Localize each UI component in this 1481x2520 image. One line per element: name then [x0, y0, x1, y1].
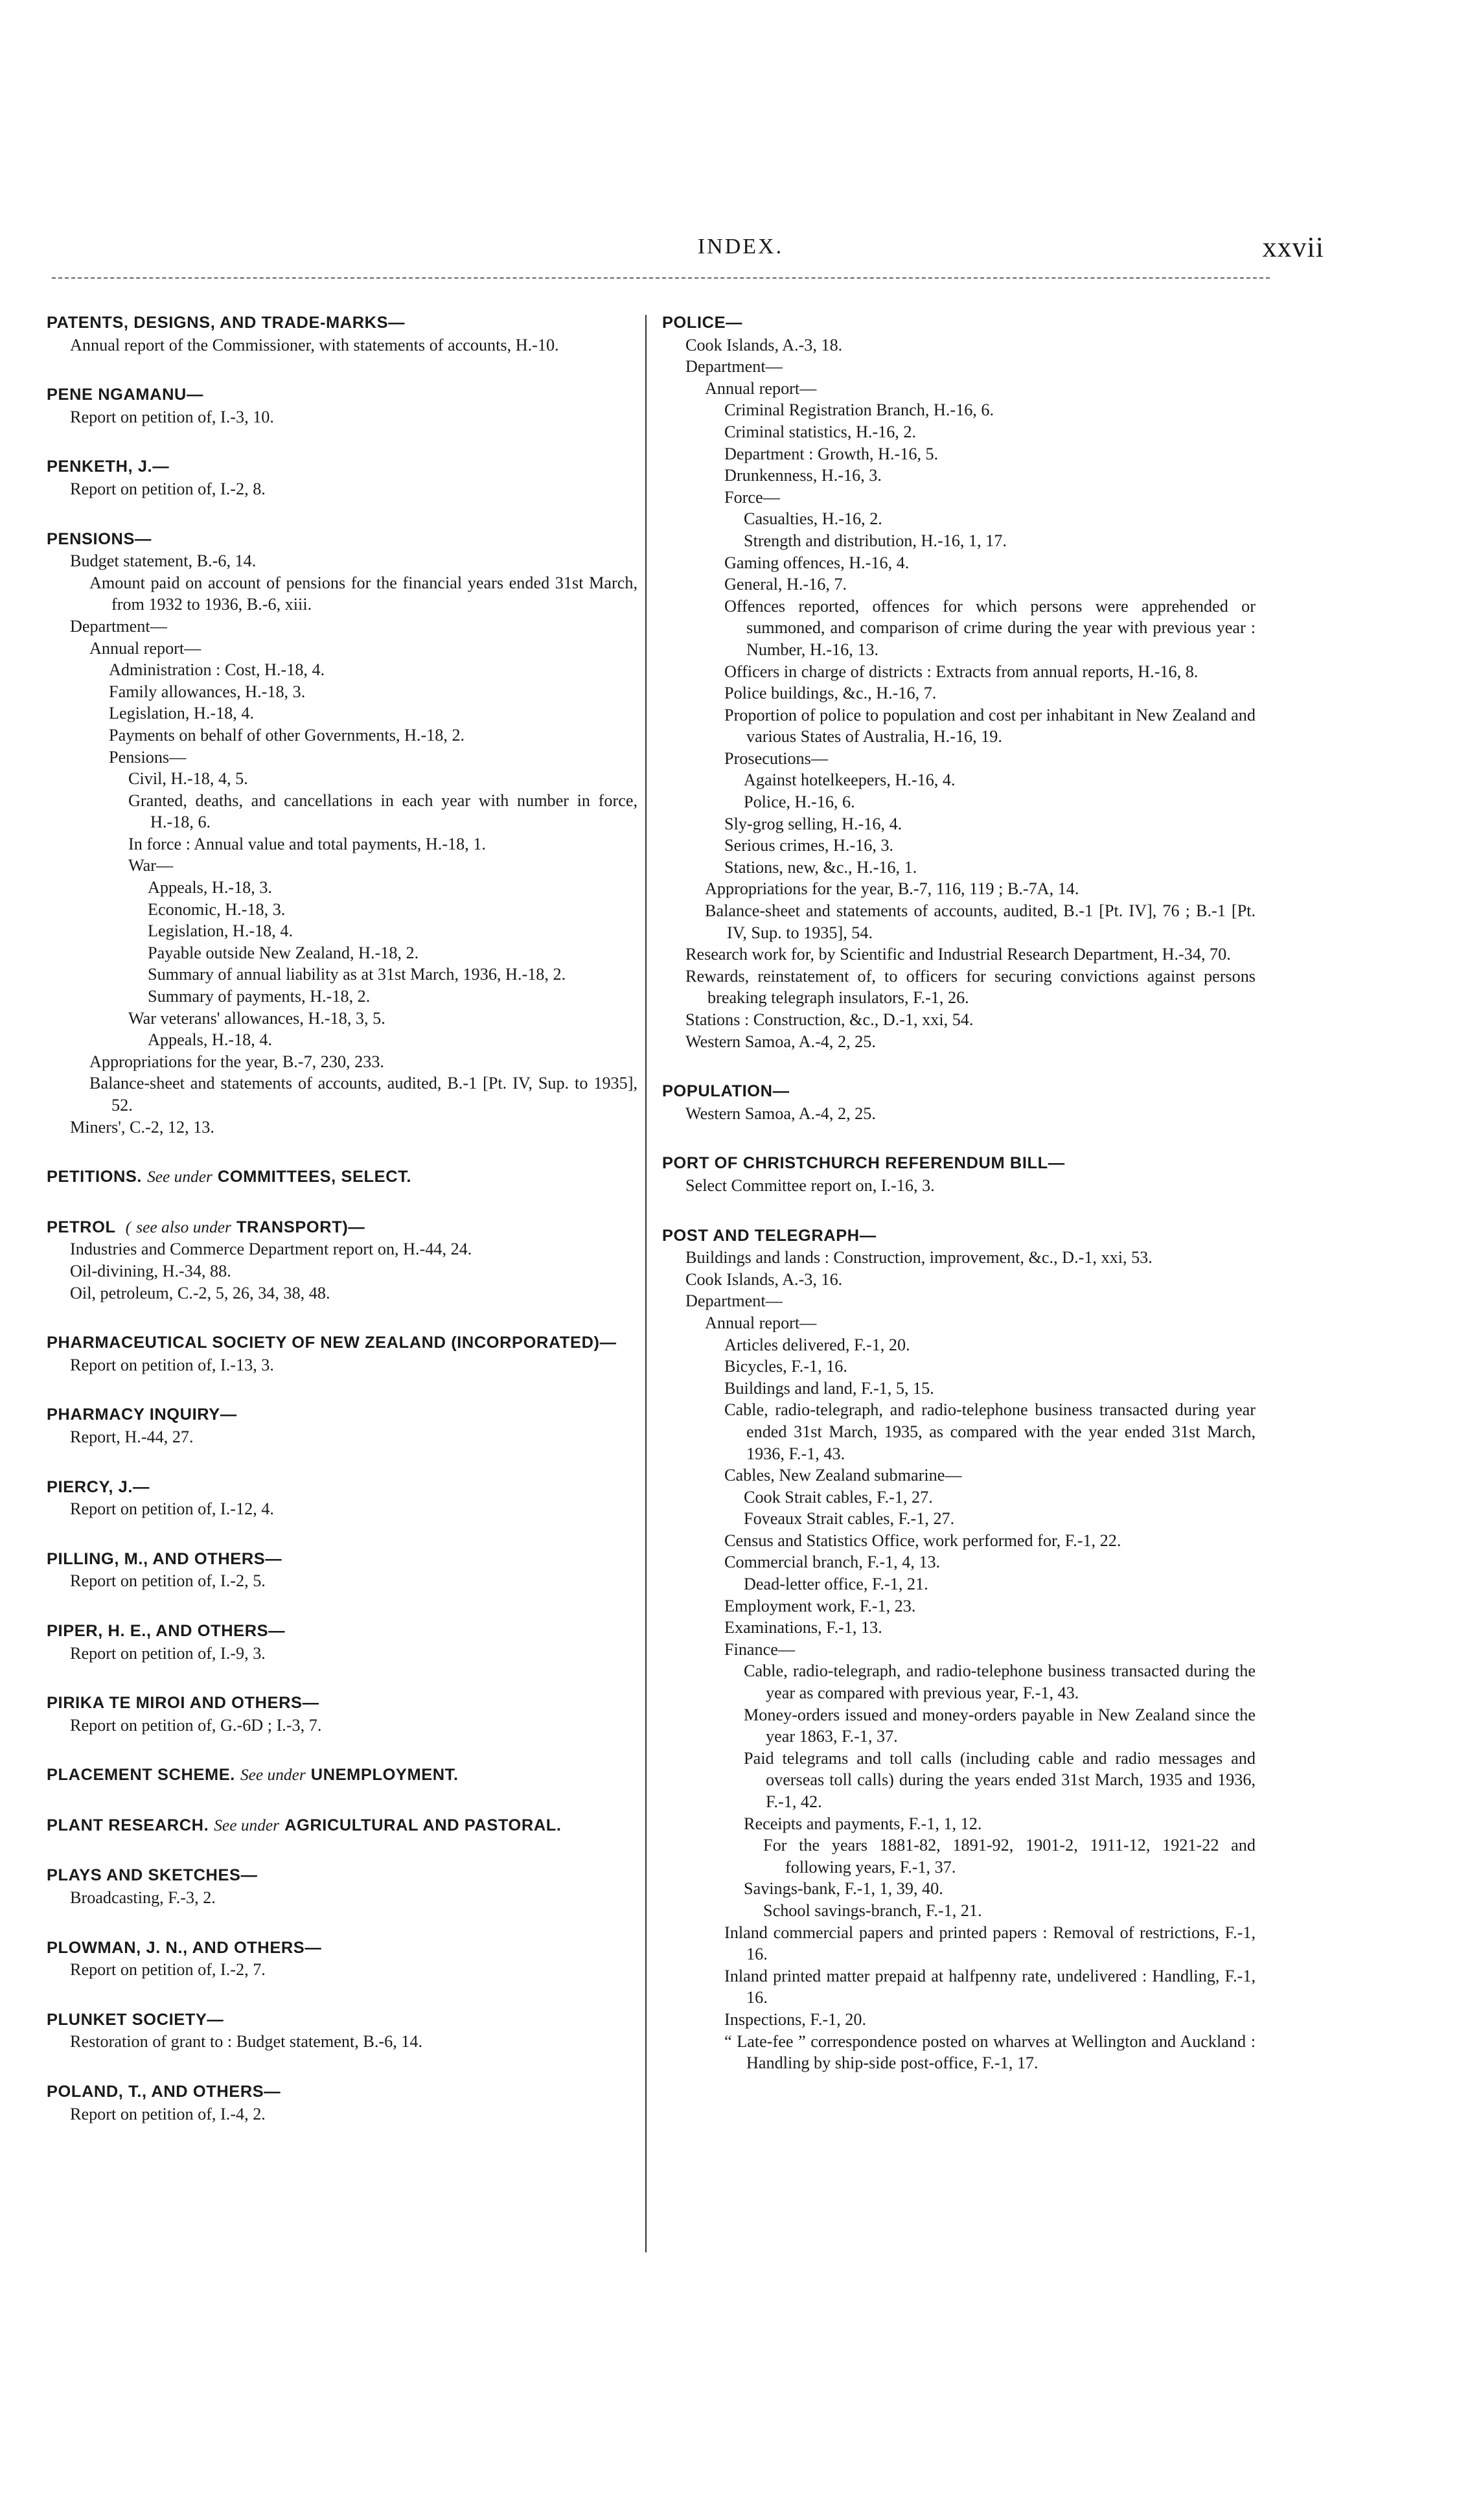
index-subentry: Drunkenness, H.-16, 3.: [724, 466, 882, 485]
heading-term: POST AND TELEGRAPH—: [662, 1226, 877, 1245]
index-subentry: Appropriations for the year, B.-7, 230, 233.: [89, 1052, 384, 1071]
index-subentry: Articles delivered, F.-1, 20.: [724, 1335, 910, 1354]
index-subentry: Miners', C.-2, 12, 13.: [70, 1117, 214, 1137]
see-target: TRANSPORT)—: [236, 1218, 365, 1236]
index-heading: [47, 529, 637, 551]
index-subentry: Police, H.-16, 6.: [744, 792, 855, 812]
index-subentry: Money-orders issued and money-orders payable in New Zealand since the year 1863, F.-1, 37.: [744, 1705, 1256, 1746]
index-subentry: Report on petition of, I.-9, 3.: [70, 1643, 266, 1663]
index-subentry: Department—: [685, 357, 783, 376]
index-entry: [662, 1153, 1256, 1196]
index-subentry: Appeals, H.-18, 3.: [148, 878, 273, 897]
index-subentry: Appropriations for the year, B.-7, 116, 119 ; B.-7A, 14.: [705, 879, 1079, 899]
index-subentry: Legislation, H.-18, 4.: [148, 921, 293, 941]
index-subentry: War veterans' allowances, H.-18, 3, 5.: [128, 1008, 385, 1028]
index-subentry: Sly-grog selling, H.-16, 4.: [724, 814, 902, 833]
heading-term: PLACEMENT SCHEME.: [47, 1766, 235, 1785]
index-subentry: Serious crimes, H.-16, 3.: [724, 836, 894, 855]
right-column: [662, 312, 1256, 2103]
index-heading: [662, 1153, 1256, 1175]
index-subentry: Employment work, F.-1, 23.: [724, 1596, 916, 1615]
index-entry: [47, 456, 637, 500]
index-subentry: Criminal statistics, H.-16, 2.: [724, 422, 917, 441]
see-reference: See under: [240, 1766, 306, 1785]
index-subentry: Research work for, by Scientific and Industrial Research Department, H.-34, 70.: [685, 945, 1231, 964]
index-subentry: Summary of payments, H.-18, 2.: [148, 987, 371, 1006]
index-subentry: Economic, H.-18, 3.: [148, 899, 286, 919]
index-subentry: Report on petition of, I.-2, 5.: [70, 1571, 266, 1591]
index-subentry: Census and Statistics Office, work performed for, F.-1, 22.: [724, 1531, 1121, 1550]
heading-term: PHARMACEUTICAL SOCIETY OF NEW ZEALAND (INCORPORATED)—: [47, 1334, 617, 1352]
index-entry: [47, 1166, 637, 1188]
index-subentry: Report on petition of, I.-4, 2.: [70, 2104, 266, 2123]
index-heading: [47, 2009, 637, 2031]
index-subentry: Report on petition of, I.-13, 3.: [70, 1355, 274, 1374]
index-subentry: Amount paid on account of pensions for the financial years ended 31st March, from 1932 to 1936, B.-6, xiii.: [89, 573, 637, 614]
index-entry: [47, 1937, 637, 1981]
index-entry: [47, 2009, 637, 2053]
index-subentry: Rewards, reinstatement of, to officers for securing convictions against persons breaking telegraph insulators, F.-1, 26.: [685, 966, 1256, 1008]
index-subentry: Proportion of police to population and cost per inhabitant in New Zealand and various States of Australia, H.-16, 19.: [724, 705, 1256, 746]
index-subentry: Department : Growth, H.-16, 5.: [724, 444, 939, 463]
heading-term: POPULATION—: [662, 1082, 790, 1101]
index-subentry: Dead-letter office, F.-1, 21.: [744, 1575, 928, 1594]
index-heading: [47, 1865, 637, 1887]
index-subentry: Broadcasting, F.-3, 2.: [70, 1888, 216, 1908]
index-subentry: Cables, New Zealand submarine—: [724, 1466, 962, 1485]
index-subentry: Gaming offences, H.-16, 4.: [724, 553, 910, 572]
index-heading: [47, 1166, 637, 1188]
index-subentry: Balance-sheet and statements of accounts, audited, B.-1 [Pt. IV], 76 ; B.-1 [Pt. IV, Sup. to 1935], 54.: [705, 901, 1256, 942]
index-heading: [47, 1621, 637, 1643]
index-subentry: Inspections, F.-1, 20.: [724, 2009, 867, 2029]
index-heading: [47, 1404, 637, 1426]
index-subentry: Cook Islands, A.-3, 16.: [685, 1269, 843, 1289]
index-entry: [47, 1865, 637, 1908]
index-subentry: Receipts and payments, F.-1, 1, 12.: [744, 1814, 982, 1833]
index-subentry: Officers in charge of districts : Extracts from annual reports, H.-16, 8.: [724, 662, 1199, 681]
index-subentry: Inland commercial papers and printed papers : Removal of restrictions, F.-1, 16.: [724, 1923, 1256, 1964]
index-subentry: Cook Islands, A.-3, 18.: [685, 335, 843, 354]
index-entry: [47, 1815, 637, 1837]
index-subentry: For the years 1881-82, 1891-92, 1901-2, 1911-12, 1921-22 and following years, F.-1, 37.: [763, 1836, 1256, 1877]
index-subentry: “ Late-fee ” correspondence posted on wharves at Wellington and Auckland : Handling by ship-side post-office, F.-1, 17.: [724, 2031, 1256, 2073]
see-target: COMMITTEES, SELECT.: [217, 1168, 412, 1186]
index-subentry: Buildings and land, F.-1, 5, 15.: [724, 1378, 934, 1398]
index-subentry: Paid telegrams and toll calls (including cable and radio messages and overseas toll calls) during the years ended 31st March, 1935 and 1936, F.-1, 42.: [744, 1748, 1256, 1811]
index-heading: [662, 1081, 1256, 1103]
running-title: INDEX.: [697, 235, 784, 259]
index-subentry: Cable, radio-telegraph, and radio-telephone business transacted during year ended 31st March, 1935, as compared with the year ended 31st March, 1936, F.-1, 43.: [724, 1400, 1256, 1463]
index-entry: [662, 312, 1256, 1052]
index-subentry: Select Committee report on, I.-16, 3.: [685, 1175, 935, 1195]
index-subentry: Police buildings, &c., H.-16, 7.: [724, 684, 937, 703]
index-heading: [47, 1217, 637, 1239]
see-also-reference: see also under: [136, 1218, 231, 1236]
heading-term: PIPER, H. E., AND OTHERS—: [47, 1621, 286, 1640]
index-entry: [47, 2081, 637, 2125]
index-entry: [47, 1549, 637, 1592]
index-subentry: Criminal Registration Branch, H.-16, 6.: [724, 400, 994, 420]
index-subentry: Annual report—: [705, 378, 817, 398]
heading-term: POLAND, T., AND OTHERS—: [47, 2083, 281, 2101]
heading-term: PIRIKA TE MIROI AND OTHERS—: [47, 1694, 319, 1713]
header-rule: [52, 277, 1270, 279]
index-heading: [47, 384, 637, 406]
index-subentry: Commercial branch, F.-1, 4, 13.: [724, 1553, 941, 1572]
index-heading: [47, 1332, 637, 1354]
index-subentry: Report on petition of, G.-6D ; I.-3, 7.: [70, 1715, 322, 1735]
index-subentry: Foveaux Strait cables, F.-1, 27.: [744, 1509, 955, 1529]
heading-term: PETROL: [47, 1218, 116, 1236]
index-entry: [47, 1477, 637, 1520]
index-entry: [47, 529, 637, 1139]
heading-term: PLAYS AND SKETCHES—: [47, 1866, 258, 1885]
index-subentry: Stations, new, &c., H.-16, 1.: [724, 857, 917, 877]
index-entry: [47, 1693, 637, 1736]
index-subentry: Appeals, H.-18, 4.: [148, 1030, 273, 1050]
index-subentry: Cook Strait cables, F.-1, 27.: [744, 1487, 933, 1507]
index-subentry: Western Samoa, A.-4, 2, 25.: [685, 1032, 876, 1051]
paren-open: (: [125, 1218, 132, 1236]
index-subentry: In force : Annual value and total payments, H.-18, 1.: [128, 834, 486, 853]
index-subentry: Inland printed matter prepaid at halfpenny rate, undelivered : Handling, F.-1, 16.: [724, 1966, 1256, 2007]
index-subentry: Family allowances, H.-18, 3.: [109, 682, 306, 701]
index-heading: [662, 1225, 1256, 1247]
index-subentry: Legislation, H.-18, 4.: [109, 704, 255, 723]
index-subentry: Restoration of grant to : Budget statement, B.-6, 14.: [70, 2032, 423, 2052]
index-subentry: Oil, petroleum, C.-2, 5, 26, 34, 38, 48.: [70, 1283, 330, 1302]
index-subentry: Budget statement, B.-6, 14.: [70, 551, 257, 571]
heading-term: PHARMACY INQUIRY—: [47, 1405, 237, 1424]
index-subentry: War—: [128, 856, 174, 875]
index-subentry: Industries and Commerce Department report on, H.-44, 24.: [70, 1240, 472, 1259]
left-column: [47, 312, 637, 2153]
index-subentry: Finance—: [724, 1639, 796, 1659]
index-subentry: Offences reported, offences for which persons were apprehended or summoned, and comparison of crime during the year with previous year : Number, H.-16, 13.: [724, 596, 1256, 659]
index-subentry: Oil-divining, H.-34, 88.: [70, 1261, 231, 1280]
index-entry: [47, 384, 637, 428]
see-target: AGRICULTURAL AND PASTORAL.: [284, 1816, 562, 1834]
index-heading: [47, 1693, 637, 1715]
heading-term: PLUNKET SOCIETY—: [47, 2010, 224, 2029]
index-subentry: Report on petition of, I.-2, 8.: [70, 479, 266, 498]
index-subentry: Pensions—: [109, 747, 187, 767]
heading-term: PIERCY, J.—: [47, 1477, 150, 1496]
index-subentry: Force—: [724, 487, 780, 507]
see-reference: See under: [147, 1168, 212, 1186]
index-heading: [662, 312, 1256, 334]
index-subentry: Savings-bank, F.-1, 1, 39, 40.: [744, 1879, 943, 1899]
index-heading: [47, 2081, 637, 2103]
index-subentry: Report on petition of, I.-12, 4.: [70, 1499, 274, 1519]
page-number: xxvii: [1262, 231, 1324, 263]
index-subentry: Granted, deaths, and cancellations in each year with number in force, H.-18, 6.: [128, 791, 637, 832]
index-heading: [47, 456, 637, 478]
index-subentry: Against hotelkeepers, H.-16, 4.: [744, 770, 956, 790]
page-header: [0, 231, 1481, 270]
index-subentry: Payments on behalf of other Governments, H.-18, 2.: [109, 725, 465, 745]
index-heading: [47, 1937, 637, 1959]
index-entry: [47, 312, 637, 356]
index-subentry: Buildings and lands : Construction, improvement, &c., D.-1, xxi, 53.: [685, 1248, 1153, 1267]
index-subentry: Cable, radio-telegraph, and radio-telephone business transacted during the year as compared with previous year, F.-1, 43.: [744, 1661, 1256, 1703]
index-subentry: Western Samoa, A.-4, 2, 25.: [685, 1104, 876, 1123]
index-subentry: School savings-branch, F.-1, 21.: [763, 1901, 982, 1920]
index-subentry: Strength and distribution, H.-16, 1, 17.: [744, 531, 1007, 550]
index-subentry: Annual report—: [705, 1313, 817, 1332]
index-heading: [47, 1549, 637, 1571]
heading-term: POLICE—: [662, 314, 743, 332]
index-subentry: Report on petition of, I.-3, 10.: [70, 407, 274, 426]
index-heading: [47, 1815, 637, 1837]
index-entry: [47, 1332, 637, 1376]
index-subentry: Payable outside New Zealand, H.-18, 2.: [148, 943, 419, 962]
index-subentry: Administration : Cost, H.-18, 4.: [109, 660, 325, 680]
see-target: UNEMPLOYMENT.: [310, 1766, 459, 1785]
index-heading: [47, 1764, 637, 1786]
index-subentry: Civil, H.-18, 4, 5.: [128, 769, 248, 789]
index-subentry: Department—: [685, 1291, 783, 1311]
heading-term: PENSIONS—: [47, 529, 152, 548]
index-entry: [47, 1764, 637, 1786]
heading-term: PETITIONS.: [47, 1168, 143, 1186]
heading-term: PENKETH, J.—: [47, 457, 170, 476]
index-subentry: Examinations, F.-1, 13.: [724, 1618, 882, 1637]
index-subentry: Balance-sheet and statements of accounts, audited, B.-1 [Pt. IV, Sup. to 1935], 52.: [89, 1074, 637, 1115]
index-subentry: Annual report—: [89, 638, 201, 658]
index-subentry: Prosecutions—: [724, 748, 829, 768]
index-subentry: Department—: [70, 616, 167, 636]
heading-term: PLOWMAN, J. N., AND OTHERS—: [47, 1938, 322, 1957]
heading-term: PATENTS, DESIGNS, AND TRADE-MARKS—: [47, 314, 406, 332]
heading-term: PENE NGAMANU—: [47, 386, 203, 404]
index-subentry: Stations : Construction, &c., D.-1, xxi, 54.: [685, 1010, 974, 1029]
index-entry: [47, 1217, 637, 1304]
heading-term: PILLING, M., AND OTHERS—: [47, 1549, 282, 1568]
index-subentry: Report, H.-44, 27.: [70, 1427, 194, 1446]
index-entry: [47, 1404, 637, 1448]
see-reference: See under: [214, 1816, 280, 1834]
index-entry: [47, 1621, 637, 1664]
heading-term: PORT OF CHRISTCHURCH REFERENDUM BILL—: [662, 1154, 1065, 1173]
index-subentry: Report on petition of, I.-2, 7.: [70, 1960, 266, 1980]
index-entry: [662, 1225, 1256, 2074]
heading-term: PLANT RESEARCH.: [47, 1816, 209, 1834]
index-subentry: Annual report of the Commissioner, with statements of accounts, H.-10.: [70, 335, 559, 354]
index-subentry: Bicycles, F.-1, 16.: [724, 1357, 847, 1376]
index-subentry: Summary of annual liability as at 31st March, 1936, H.-18, 2.: [148, 965, 566, 984]
index-subentry: General, H.-16, 7.: [724, 575, 847, 594]
index-entry: [662, 1081, 1256, 1124]
index-heading: [47, 1477, 637, 1499]
index-subentry: Casualties, H.-16, 2.: [744, 509, 882, 529]
column-divider: [645, 315, 647, 2252]
index-heading: [47, 312, 637, 334]
